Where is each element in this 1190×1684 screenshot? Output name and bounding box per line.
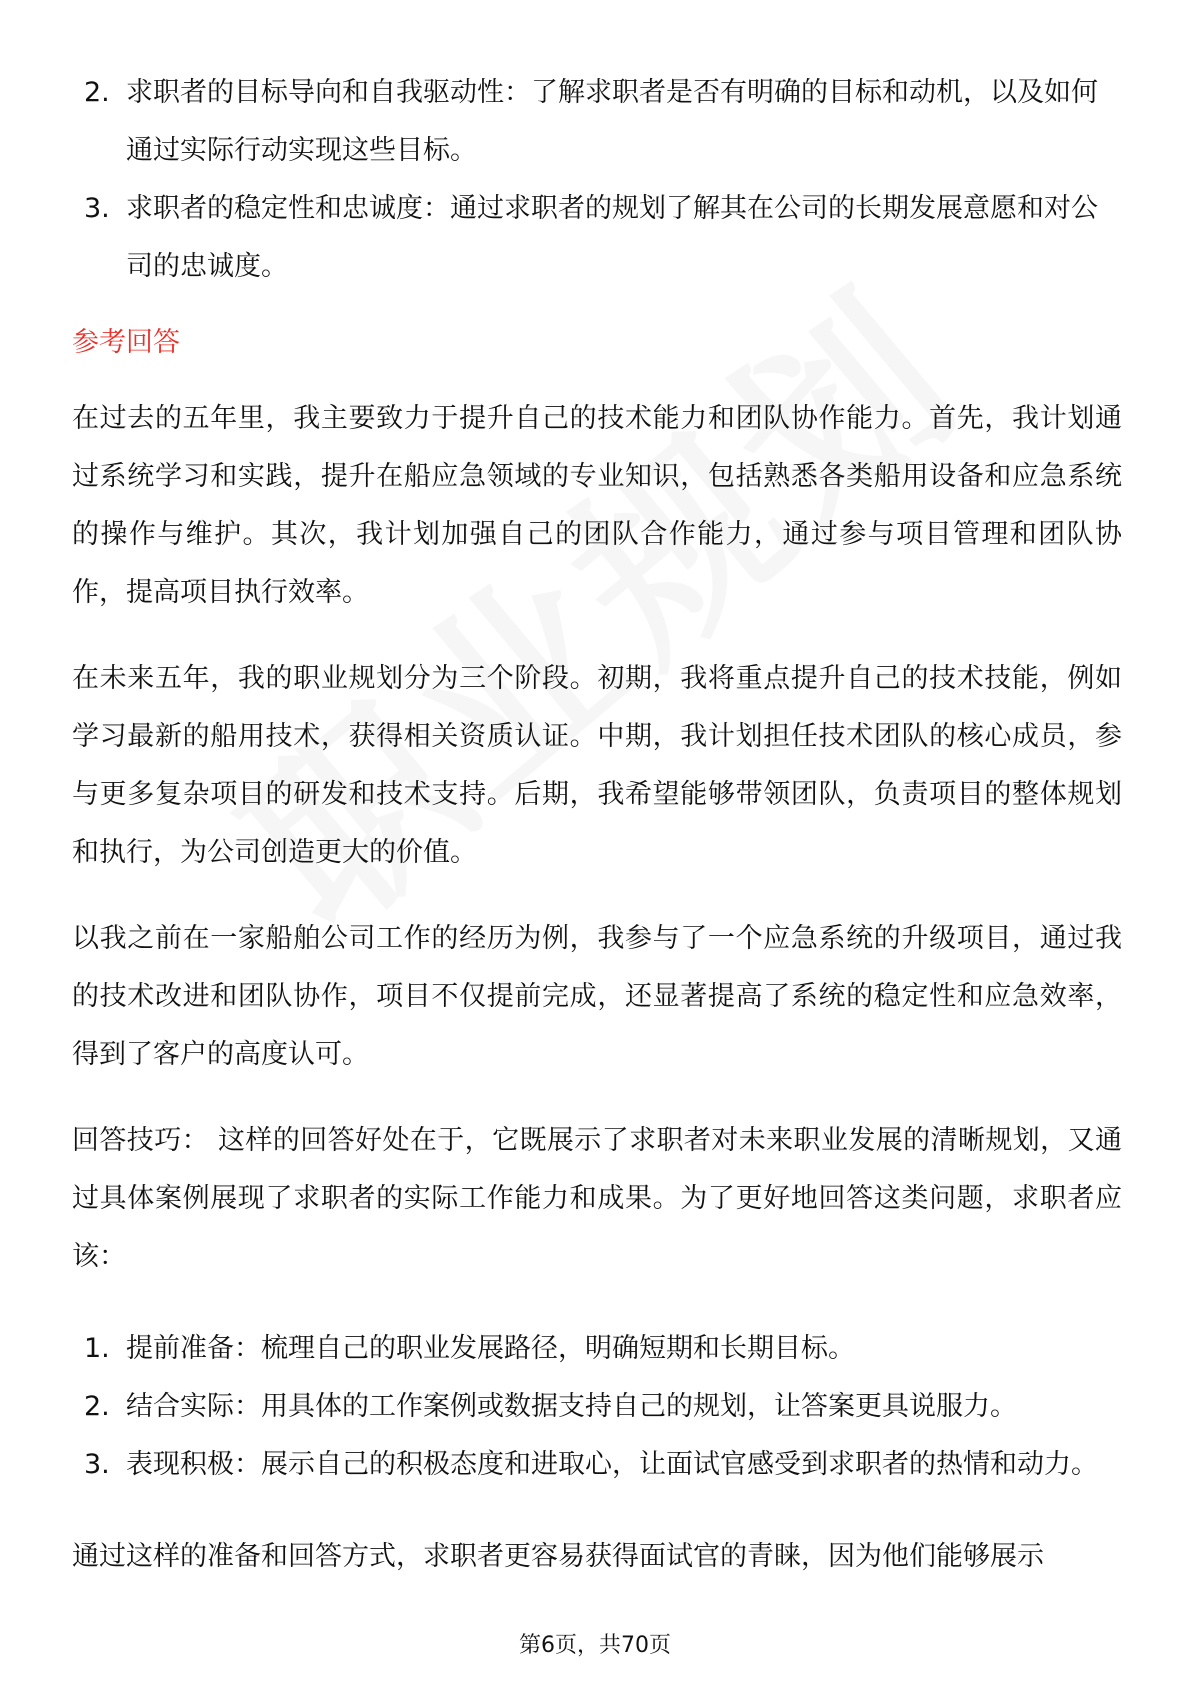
- tips-list: [72, 1320, 1122, 1494]
- list-item: [72, 1436, 1122, 1494]
- paragraph-tips-intro: 回答技巧： 这样的回答好处在于，它既展示了求职者对未来职业发展的清晰规划，又通过具体案例展现了求职者的实际工作能力和成果。为了更好地回答这类问题，求职者应该：: [72, 1125, 1122, 1272]
- list-item: [72, 1320, 1122, 1378]
- list-number: 2.: [84, 1391, 110, 1422]
- list-number: 2.: [84, 77, 110, 108]
- paragraph: 以我之前在一家船舶公司工作的经历为例，我参与了一个应急系统的升级项目，通过我的技术改进和团队协作，项目不仅提前完成，还显著提高了系统的稳定性和应急效率，得到了客户的高度认可。: [72, 923, 1122, 1070]
- list-text: 结合实际：用具体的工作案例或数据支持自己的规划，让答案更具说服力。: [126, 1391, 1017, 1422]
- list-text: 表现积极：展示自己的积极态度和进取心，让面试官感受到求职者的热情和动力。: [126, 1449, 1098, 1480]
- list-number: 3.: [84, 1449, 110, 1480]
- closing-paragraph: 通过这样的准备和回答方式，求职者更容易获得面试官的青睐，因为他们能够展示: [72, 1541, 1044, 1572]
- intro-list: [72, 64, 1122, 296]
- list-item: [72, 1378, 1122, 1436]
- paragraph: 在未来五年，我的职业规划分为三个阶段。初期，我将重点提升自己的技术技能，例如学习最新的船用技术，获得相关资质认证。中期，我计划担任技术团队的核心成员，参与更多复杂项目的研发和技术支持。后期，我希望能够带领团队，负责项目的整体规划和执行，为公司创造更大的价值。: [72, 663, 1122, 868]
- list-text: 提前准备：梳理自己的职业发展路径，明确短期和长期目标。: [126, 1333, 855, 1364]
- paragraph: 在过去的五年里，我主要致力于提升自己的技术能力和团队协作能力。首先，我计划通过系统学习和实践，提升在船应急领域的专业知识，包括熟悉各类船用设备和应急系统的操作与维护。其次，我计划加强自己的团队合作能力，通过参与项目管理和团队协作，提高项目执行效率。: [72, 403, 1122, 608]
- list-item: [72, 64, 1122, 180]
- list-number: 1.: [84, 1333, 110, 1364]
- list-number: 3.: [84, 193, 110, 224]
- section-title: 参考回答: [72, 327, 180, 358]
- list-text: 求职者的稳定性和忠诚度：通过求职者的规划了解其在公司的长期发展意愿和对公司的忠诚度。: [126, 193, 1098, 282]
- page-footer: 第6页，共70页: [519, 1633, 671, 1658]
- list-item: [72, 180, 1122, 296]
- list-text: 求职者的目标导向和自我驱动性：了解求职者是否有明确的目标和动机，以及如何通过实际行动实现这些目标。: [126, 77, 1098, 166]
- page-content: [72, 64, 1122, 1614]
